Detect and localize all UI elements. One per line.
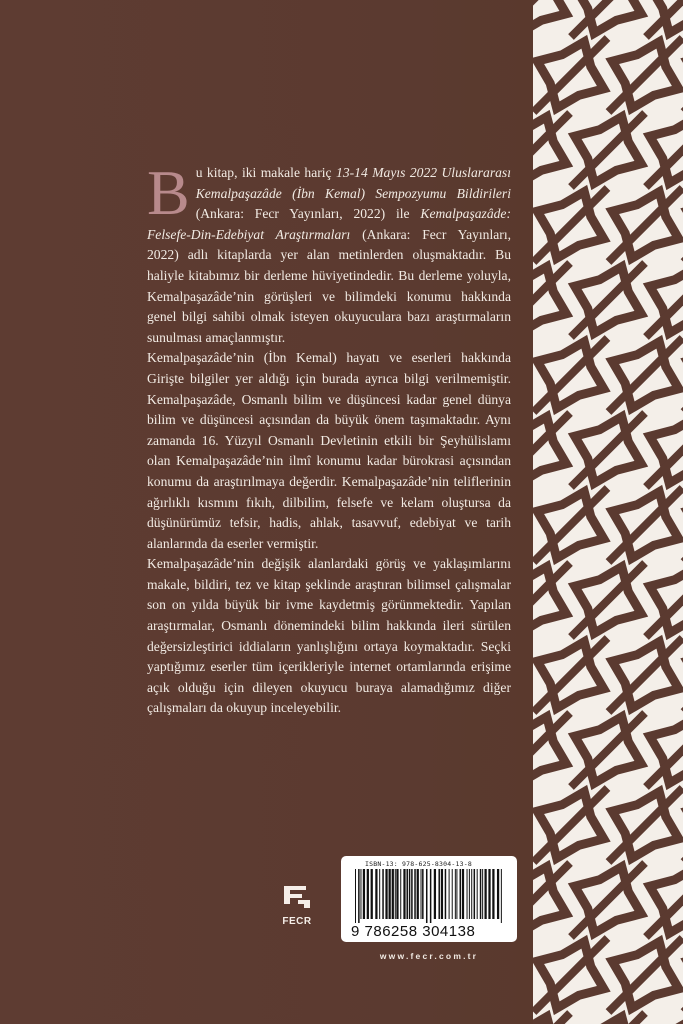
geometric-pattern-graphic [533,0,683,1024]
barcode-bar [434,869,436,919]
paragraph-1 [147,157,511,348]
barcode-bar [469,869,470,919]
barcode-bar [456,869,457,919]
barcode-bar [445,869,447,919]
barcode-bar [422,869,424,919]
isbn-number: 9 786258 304138 [351,923,476,940]
barcode-bar [371,869,373,919]
barcode-bar [406,869,408,919]
barcode-bar [471,869,472,919]
barcode-bar [375,869,377,919]
barcode-bar [409,869,411,919]
text-run: Kemalpaşazâde’nin (İbn Kemal) hayatı ve eserleri hakkında Girişte bilgiler yer aldığı için burada ayrıca bilgi verilmemiştir. Kemalpaşazâde, Osmanlı bilim ve düşüncesi kadar genel dünya bilim ve düşüncesi açısından da büyük önem taşımaktadır. Aynı zamanda 16. Yüzyıl Osmanlı Devletinin etkili bir Şeyhülislamı olan Kemalpaşazâde’nin ilmî konumu kadar bürokrasi açısından konumu da araştırılmaya değerdir. Kemalpaşazâde’nin teliflerinin ağırlıklı kısmını fıkıh, dilbilim, felsefe ve kelam oluştursa da düşünürümüz tefsir, hadis, ahlak, tasavvuf, edebiyat ve tarih alanlarında da eserler vermiştir. [147,350,511,551]
barcode-bar [403,869,405,919]
pattern-star [650,1017,683,1024]
barcode-bar [501,869,502,923]
fecr-logo-icon [280,882,314,910]
text-run: 13-14 Mayıs 2022 Uluslararası Kemalpaşazâde (İbn Kemal) Sempozyumu Bildirileri [195,165,511,201]
barcode-bar [441,869,443,919]
text-run: (Ankara: Fecr Yayınları, 2022) ile [195,206,421,222]
barcode-bar [449,869,450,919]
publisher-name: FECR [282,916,312,927]
barcode-bar [411,869,413,919]
publisher-website: www.fecr.com.tr [379,951,479,961]
barcode-bar [438,869,440,919]
barcode-bar [452,869,453,919]
barcode-bar [417,869,419,919]
text-run: Kemalpaşazâde’nin değişik alanlardaki görüş ve yaklaşımlarını makale, bildiri, tez ve kitap şeklinde araştıran bilimsel çalışmalar son on yılda büyük bir ivme kaydetmiş görünmektedir. Yapılan araştırmalar, Osmanlı dönemindeki bilim hakkında ileri sürülen değersizleştirici iddiaların yanlışlığını ortaya koymaktadır. Seçki yaptığımız eserler tüm içerikleriyle internet ortamlarında erişime açık olduğu için dileyen okuyucu buraya alamadığımız diğer çalışmaları da okuyup inceleyebilir. [147,556,511,716]
barcode-bar [360,869,361,919]
barcode-bar [396,869,398,919]
isbn-barcode [341,856,517,942]
barcode-bar [477,869,478,919]
barcode-bar [385,869,387,919]
barcode-bar [480,869,482,919]
barcode-bar [455,869,456,919]
barcode-bar [492,869,494,919]
barcode-bar [484,869,486,919]
back-cover-text [147,157,511,719]
barcode-bar [430,869,432,923]
barcode-bars [351,869,507,923]
barcode-bar [482,869,483,919]
barcode-bar [474,869,476,919]
barcode-bar [355,869,356,923]
barcode-bar [414,869,416,919]
paragraph-2 [147,348,511,554]
barcode-bar [462,869,464,919]
drop-cap: B [147,157,190,228]
isbn-label: ISBN-13: 978-625-8304-13-8 [365,860,472,868]
text-run: (Ankara: Fecr Yayınları, 2022) adlı kitaplarda yer alan metinlerden oluşmaktadır. Bu haliyle kitabımız bir derleme hüviyetindedir. Bu derleme yoluyla, Kemalpaşazâde’nin görüşleri ve bilimdeki konumu hakkında genel bilgi sahibi olmak isteyen okuyuculara bazı araştırmaların sunulması amaçlanmıştır. [147,226,511,345]
barcode-bar [488,869,490,919]
barcode-bar [367,869,369,919]
barcode-bar [358,869,360,923]
barcode-bar [497,869,499,919]
barcode-bar [382,869,384,919]
publisher-logo-block [270,882,324,927]
barcode-bar [400,869,401,919]
barcode-bar [389,869,391,919]
barcode-bar [421,869,422,919]
pattern-star [533,0,566,33]
barcode-bar [460,869,462,919]
text-run: u kitap, iki makale hariç [195,165,337,180]
barcode-bar [392,869,394,919]
paragraph-3 [147,554,511,719]
barcode-bar [426,869,428,923]
barcode-bar [379,869,380,919]
text-run: Kemalpaşazâde: Felsefe-Din-Edebiyat Araştırmaları [147,206,511,242]
geometric-pattern-panel [533,0,683,1024]
barcode-bar [363,869,365,919]
barcode-bar [467,869,468,919]
barcode-bar [395,869,396,919]
pattern-line [646,1013,683,1024]
